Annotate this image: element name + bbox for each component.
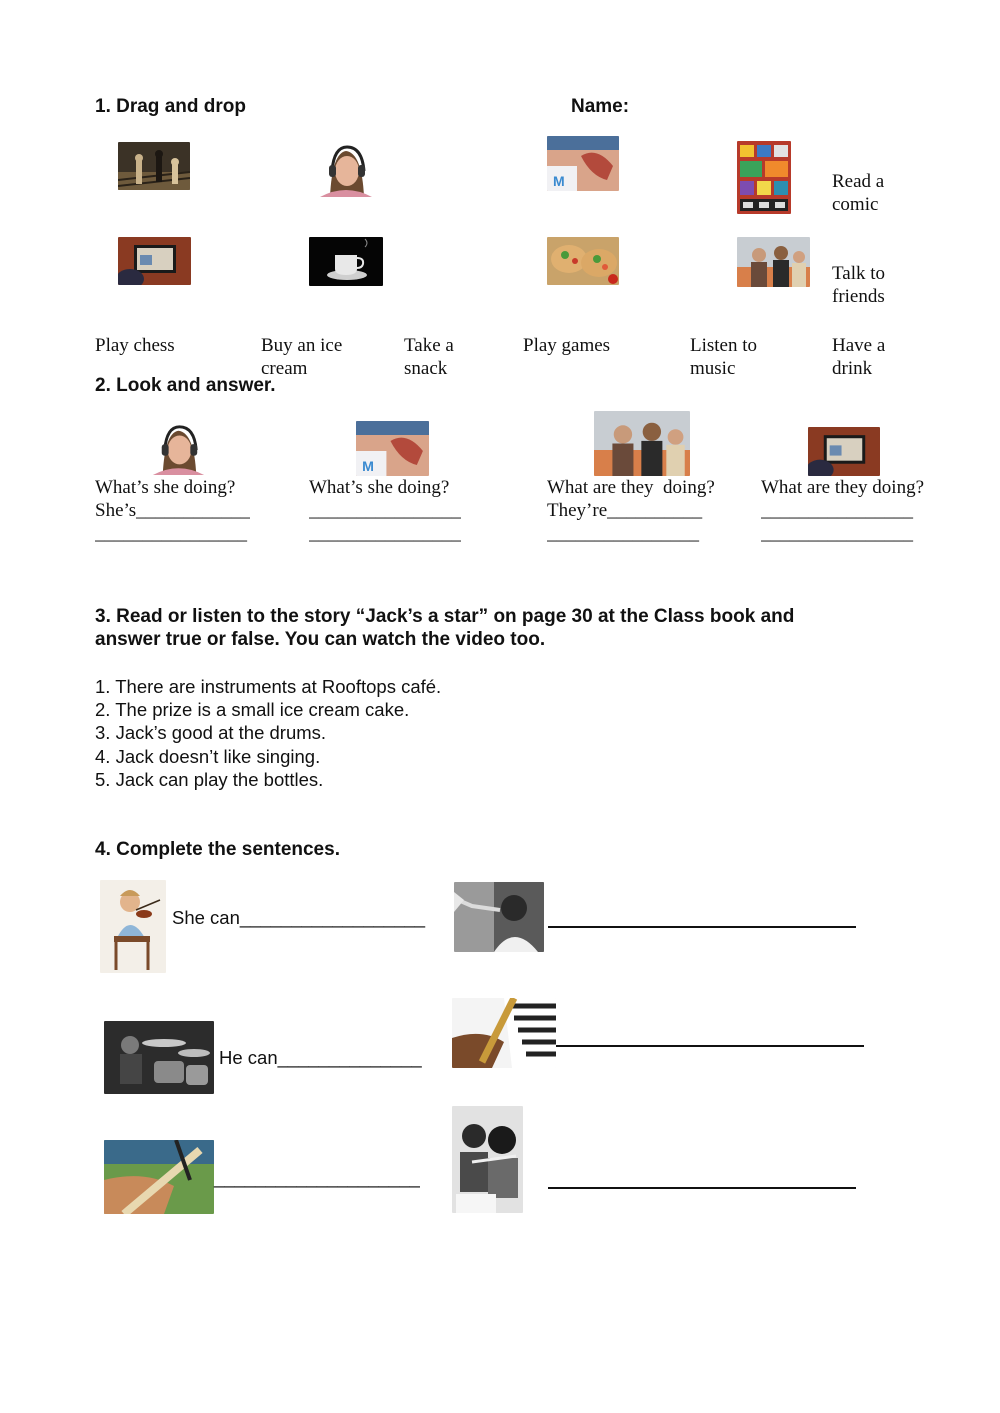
section1-title: 1. Drag and drop	[95, 96, 246, 117]
statement-3: 3. Jack’s good at the drums.	[95, 722, 327, 744]
name-label: Name:	[571, 96, 630, 117]
answer-3-line2[interactable]: ________________	[547, 523, 699, 544]
snack-photo[interactable]	[547, 237, 619, 285]
statement-5: 5. Jack can play the bottles.	[95, 768, 324, 790]
q3-friends-photo	[594, 411, 690, 476]
video-game-photo[interactable]	[118, 237, 191, 285]
chess-photo[interactable]	[118, 142, 190, 190]
svg-text:M: M	[553, 173, 565, 189]
q1-headphones-photo	[143, 423, 213, 475]
answer-2-line1[interactable]: ________________	[309, 500, 461, 521]
question-2: What’s she doing? ________________ ________________	[309, 477, 461, 544]
drums-prompt[interactable]: He can______________	[219, 1047, 422, 1068]
violin-prompt[interactable]: She can__________________	[172, 907, 426, 928]
section3-title: 3. Read or listen to the story “Jack’s a star” on page 30 at the Class book and answer true or false. You can watch the video too.	[95, 606, 795, 650]
recorder-photo	[452, 998, 556, 1068]
section2-title: 2. Look and answer.	[95, 375, 276, 396]
statement-2: 2. The prize is a small ice cream cake.	[95, 699, 410, 721]
side-label-comic: Read a comic	[832, 171, 885, 215]
answer-2-line2[interactable]: ________________	[309, 523, 461, 544]
answer-4-line1[interactable]: ________________	[761, 500, 913, 521]
guitar-photo	[104, 1140, 214, 1214]
coffee-cup-photo[interactable]	[309, 237, 383, 286]
friends-talking-photo[interactable]	[737, 237, 810, 287]
violin-girl-photo	[100, 880, 166, 973]
answer-4-line2[interactable]: ________________	[761, 523, 913, 544]
trumpet-player-photo	[454, 882, 544, 952]
guitar-prompt[interactable]: ____________________	[214, 1167, 420, 1188]
word-bank-play-games[interactable]: Play games	[523, 335, 611, 356]
question-1: What’s she doing? She’s____________ ________________	[95, 477, 251, 544]
svg-text:M: M	[362, 458, 374, 474]
question-3: What are they doing? They’re__________ ________________	[547, 477, 715, 544]
statement-1: 1. There are instruments at Rooftops café.	[95, 676, 442, 697]
flute-answer-line[interactable]	[548, 1187, 856, 1189]
statement-4: 4. Jack doesn’t like singing.	[95, 745, 321, 767]
q4-video-game-photo	[808, 427, 880, 476]
ice-cream-photo[interactable]	[547, 136, 619, 191]
answer-1-line2[interactable]: ________________	[95, 523, 247, 544]
flute-players-photo	[452, 1106, 523, 1213]
drummer-photo	[104, 1021, 214, 1094]
trumpet-answer-line[interactable]	[548, 926, 856, 928]
q2-ice-cream-photo	[356, 421, 429, 476]
word-bank-listen-music[interactable]: Listen to music	[690, 335, 758, 379]
word-bank-play-chess[interactable]: Play chess	[95, 335, 175, 356]
word-bank-take-snack[interactable]: Take a snack	[404, 335, 454, 379]
section4-title: 4. Complete the sentences.	[95, 839, 340, 860]
headphones-girl-photo[interactable]	[310, 143, 381, 197]
recorder-answer-line[interactable]	[556, 1045, 864, 1047]
word-bank-buy-ice-cream[interactable]: Buy an ice cream	[261, 335, 343, 379]
true-false-list	[95, 675, 441, 791]
word-bank-have-drink[interactable]: Have a drink	[832, 335, 886, 379]
answer-1-line1[interactable]: She’s____________	[95, 500, 251, 521]
answer-3-line1[interactable]: They’re__________	[547, 500, 703, 521]
question-4: What are they doing? ________________ ________________	[761, 477, 925, 544]
comic-photo[interactable]	[737, 141, 791, 214]
side-label-friends: Talk to friends	[832, 263, 886, 307]
